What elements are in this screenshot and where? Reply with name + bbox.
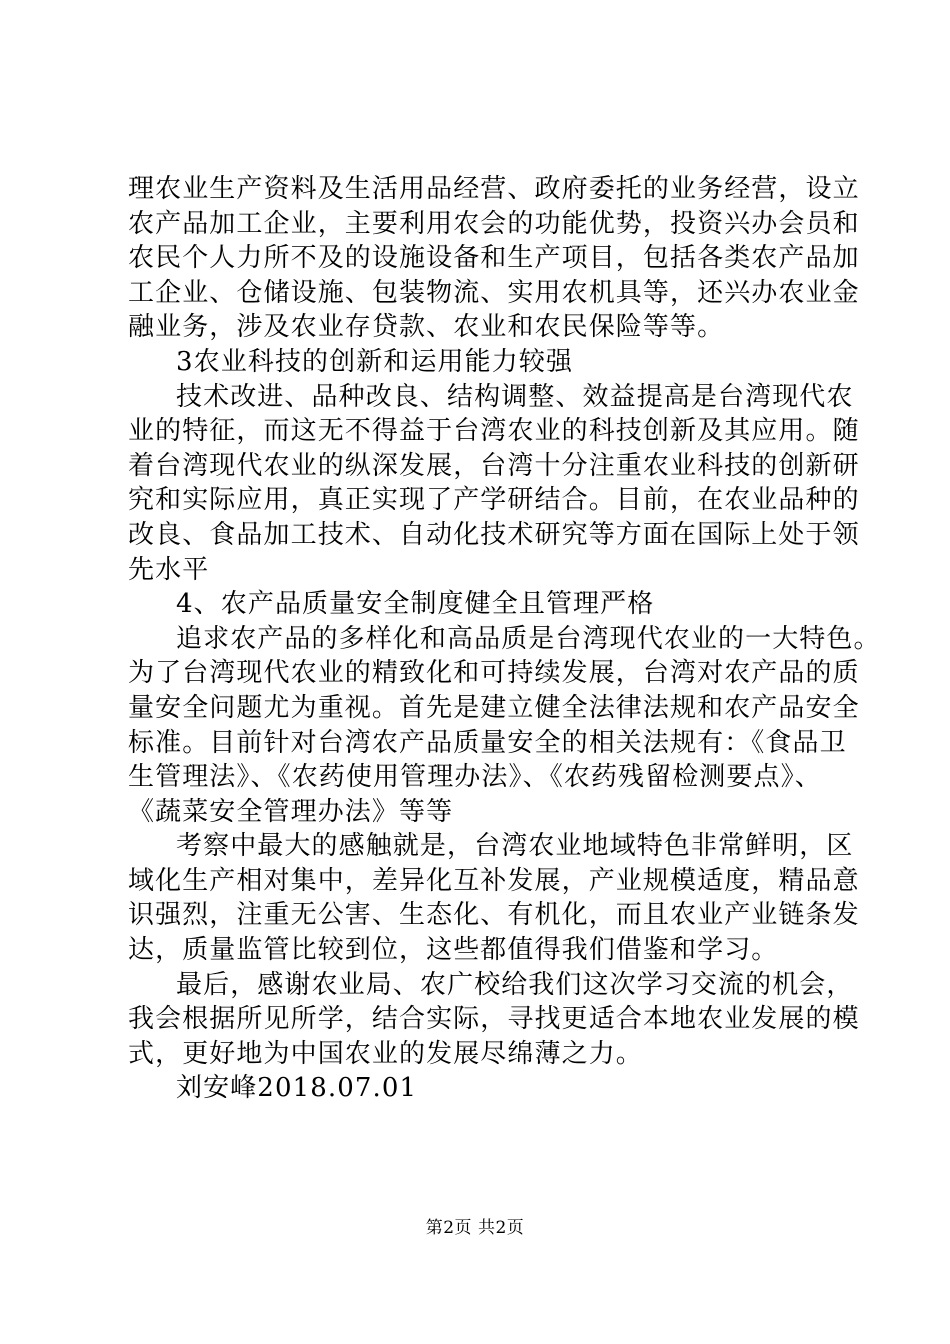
text-line: 考察中最大的感触就是，台湾农业地域特色非常鲜明，区 xyxy=(176,831,854,862)
text-line: 式，更好地为中国农业的发展尽绵薄之力。 xyxy=(128,1038,643,1069)
text-line: 标准。目前针对台湾农产品质量安全的相关法规有：《食品卫 xyxy=(128,727,847,758)
text-line: 技术改进、品种改良、结构调整、效益提高是台湾现代农 xyxy=(176,381,854,412)
text-line: 业的特征，而这无不得益于台湾农业的科技创新及其应用。随 xyxy=(128,416,860,447)
section-heading: 4、农产品质量安全制度健全且管理严格 xyxy=(176,589,655,620)
text-line: 量安全问题尤为重视。首先是建立健全法律法规和农产品安全 xyxy=(128,692,860,723)
text-line: 识强烈，注重无公害、生态化、有机化，而且农业产业链条发 xyxy=(128,900,860,931)
text-line: 追求农产品的多样化和高品质是台湾现代农业的一大特色。 xyxy=(176,623,881,654)
text-line: 为了台湾现代农业的精致化和可持续发展，台湾对农产品的质 xyxy=(128,658,860,689)
document-body xyxy=(128,172,881,1106)
text-line: 融业务，涉及农业存贷款、农业和农民保险等等。 xyxy=(128,312,725,343)
text-line: 理农业生产资料及生活用品经营、政府委托的业务经营，设立 xyxy=(128,174,860,204)
text-line: 达，质量监管比较到位，这些都值得我们借鉴和学习。 xyxy=(128,935,779,966)
text-line: 生管理法》、《农药使用管理办法》、《农药残留检测要点》、 xyxy=(128,762,822,793)
page-number-footer: 第2页 共2页 xyxy=(425,1218,525,1238)
signature-date: 刘安峰2018.07.01 xyxy=(176,1073,418,1104)
text-line: 究和实际应用，真正实现了产学研结合。目前，在农业品种的 xyxy=(128,485,860,516)
text-line: 工企业、仓储设施、包装物流、实用农机具等，还兴办农业金 xyxy=(128,277,860,308)
text-line: 改良、食品加工技术、自动化技术研究等方面在国际上处于领 xyxy=(128,519,860,550)
text-line: 最后，感谢农业局、农广校给我们这次学习交流的机会， xyxy=(176,969,854,1000)
text-line: 我会根据所见所学，结合实际，寻找更适合本地农业发展的模 xyxy=(128,1004,860,1035)
text-line: 着台湾现代农业的纵深发展，台湾十分注重农业科技的创新研 xyxy=(128,450,860,481)
text-line: 《蔬菜安全管理办法》等等 xyxy=(128,796,454,827)
text-line: 农民个人力所不及的设施设备和生产项目，包括各类农产品加 xyxy=(128,243,860,274)
section-heading: 3农业科技的创新和运用能力较强 xyxy=(176,346,574,377)
text-line: 域化生产相对集中，差异化互补发展，产业规模适度，精品意 xyxy=(128,865,860,896)
text-line: 农产品加工企业，主要利用农会的功能优势，投资兴办会员和 xyxy=(128,208,860,239)
text-line: 先水平 xyxy=(128,554,210,585)
